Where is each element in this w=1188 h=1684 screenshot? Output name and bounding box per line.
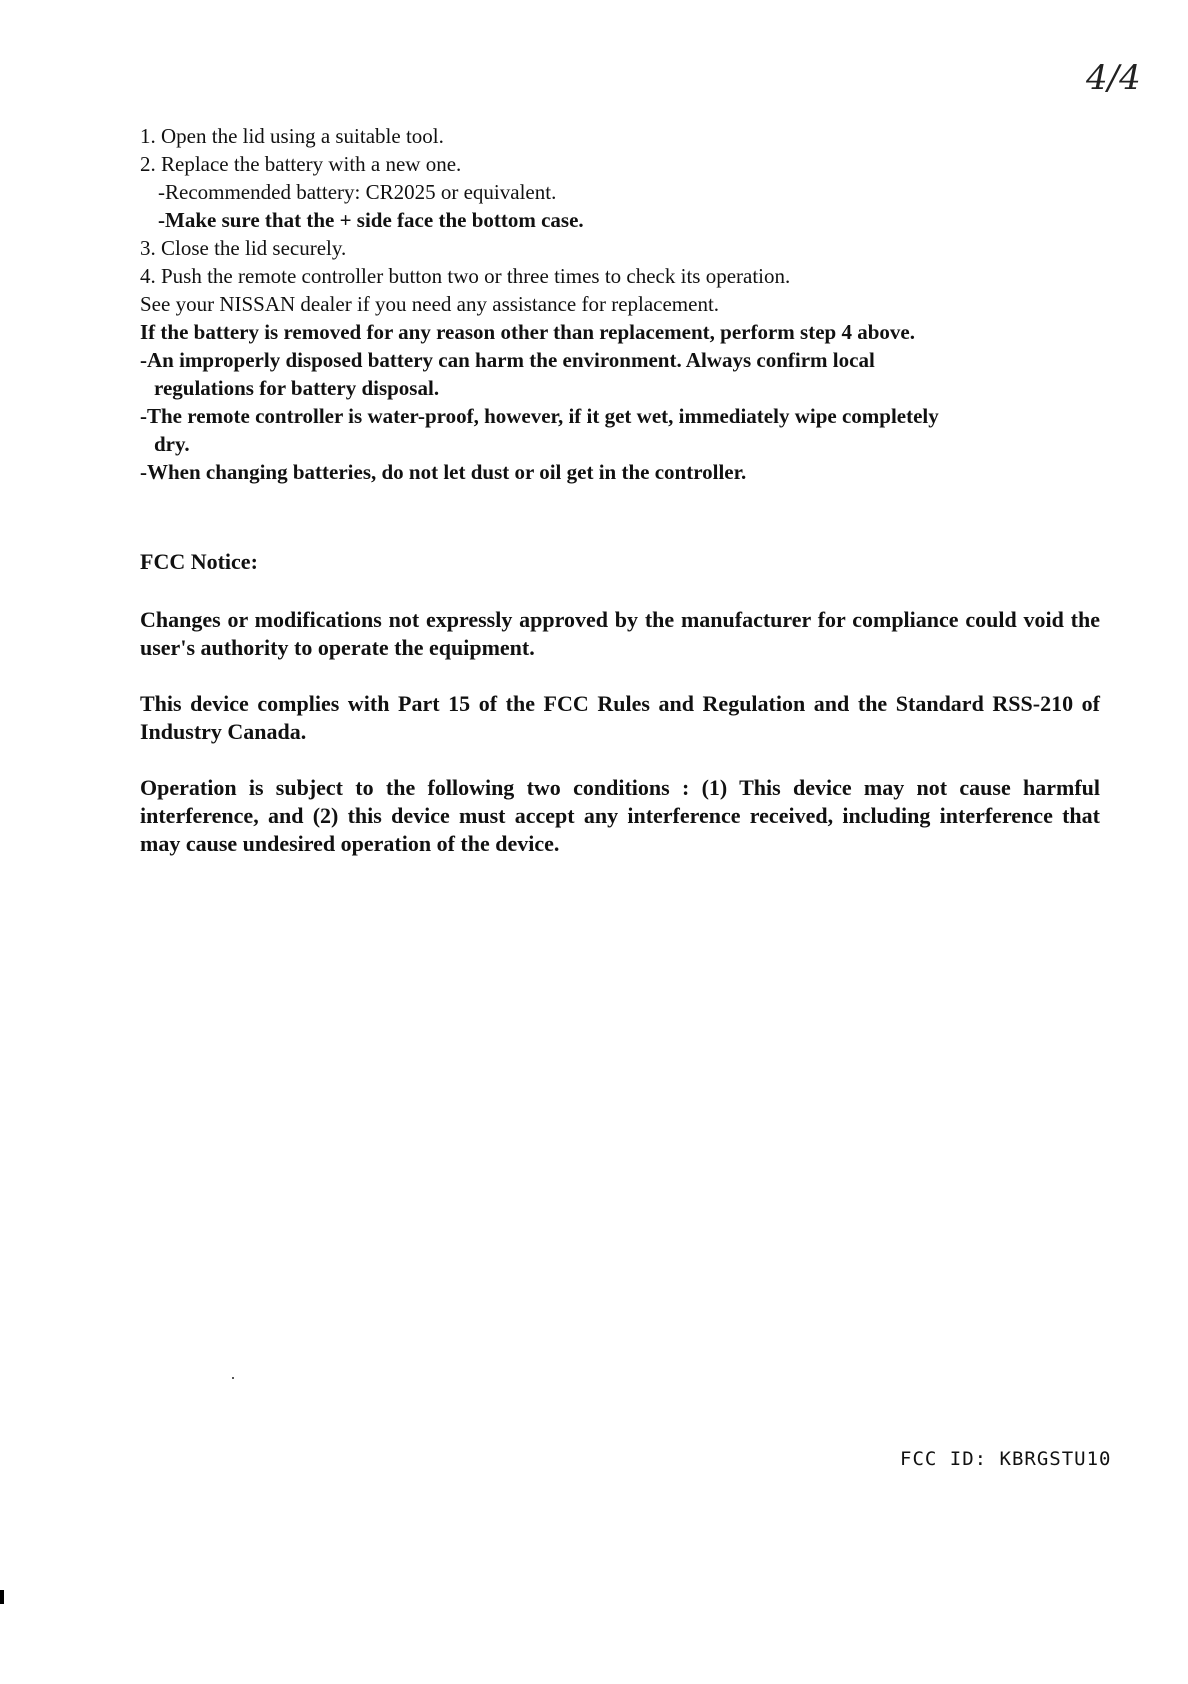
fcc-paragraph-conditions: Operation is subject to the following two conditions : (1) This device may not cause harmful interference, and (2) this device must accept any interference received, including interference that may cause undesired operation of the device. [140, 775, 1100, 856]
warning-water: -The remote controller is water-proof, however, if it get wet, immediately wipe completely [140, 404, 939, 428]
step-4: 4. Push the remote controller button two or three times to check its operation. [140, 264, 791, 288]
fcc-id-label: FCC ID: KBRGSTU10 [900, 1448, 1112, 1470]
scan-speck [232, 1377, 234, 1379]
step-2-note-polarity: -Make sure that the + side face the bottom case. [158, 208, 584, 232]
step-3: 3. Close the lid securely. [140, 236, 347, 260]
replacement-steps [140, 122, 1100, 318]
warning-disposal-cont: regulations for battery disposal. [154, 376, 440, 400]
page-number-mark: 4/4 [1086, 58, 1141, 98]
warning-water-cont: dry. [154, 432, 190, 456]
step-1: 1. Open the lid using a suitable tool. [140, 124, 444, 148]
fcc-paragraph-modifications: Changes or modifications not expressly approved by the manufacturer for compliance could void the user's authority to operate the equipment. [140, 607, 1100, 660]
fcc-paragraph-compliance: This device complies with Part 15 of the FCC Rules and Regulation and the Standard RSS-210 of Industry Canada. [140, 691, 1100, 744]
warning-disposal: -An improperly disposed battery can harm the environment. Always confirm local [140, 348, 875, 372]
scan-edge-mark [0, 1590, 4, 1604]
battery-warnings [140, 318, 1100, 486]
dealer-note: See your NISSAN dealer if you need any assistance for replacement. [140, 292, 720, 316]
warning-removal: If the battery is removed for any reason other than replacement, perform step 4 above. [140, 320, 915, 344]
step-2-note-battery: -Recommended battery: CR2025 or equivalent. [158, 180, 557, 204]
step-2: 2. Replace the battery with a new one. [140, 152, 462, 176]
fcc-heading: FCC Notice: [140, 549, 258, 574]
warning-dust: -When changing batteries, do not let dust or oil get in the controller. [140, 460, 747, 484]
